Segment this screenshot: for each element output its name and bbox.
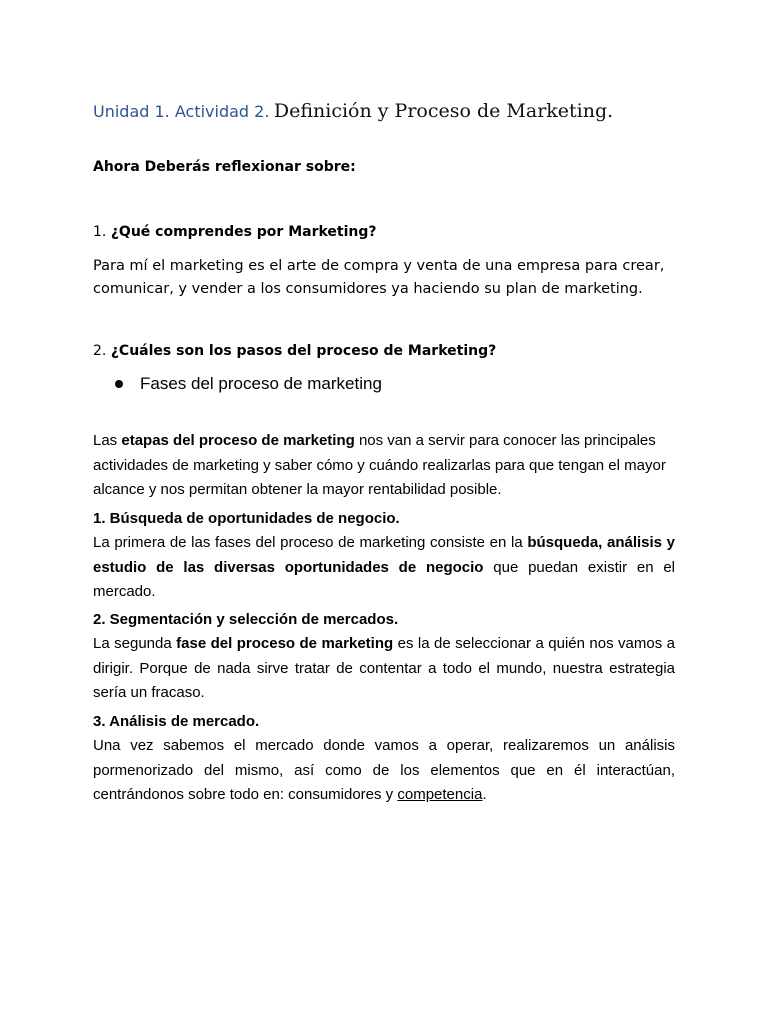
competencia-link[interactable]: competencia (397, 786, 483, 803)
step-2-pre: La segunda (93, 635, 177, 652)
step-3-pre: Una vez sabemos el mercado donde vamos a operar, realizaremos un análisis pormenorizado del mismo, así como de los elementos que en él interactúan, centrándonos sobre todo en: consumidores y (93, 737, 675, 803)
answer-1: Para mí el marketing es el arte de compra y venta de una empresa para crear, comunicar, y vender a los consumidores ya haciendo su plan de marketing. (93, 258, 665, 297)
step-2-bold: fase del proceso de marketing (176, 635, 394, 652)
question-1 (93, 224, 377, 240)
title-unit: Unidad 1. Actividad 2. (93, 102, 270, 121)
step-1-bold: búsqueda, análisis y estudio de las diversas oportunidades de negocio (93, 534, 676, 576)
step-2-heading: 2. Segmentación y selección de mercados. (93, 611, 399, 628)
intro-paragraph (93, 429, 675, 503)
intro-post: nos van a servir para conocer las principales actividades de marketing y saber cómo y cuándo realizarlas para que tengan el mayor alcance y nos permitan obtener la mayor rentabilidad posible. (93, 432, 666, 498)
title-main: Definición y Proceso de Marketing. (273, 100, 614, 122)
intro-pre: Las (93, 432, 122, 449)
lead-heading: Ahora Deberás reflexionar sobre: (93, 159, 356, 175)
bullet-text: Fases del proceso de marketing (140, 374, 382, 393)
step-1-paragraph (93, 531, 675, 605)
step-3-heading: 3. Análisis de mercado. (93, 713, 260, 730)
step-1-heading: 1. Búsqueda de oportunidades de negocio. (93, 510, 400, 527)
question-2-text: ¿Cuáles son los pasos del proceso de Marketing? (110, 343, 497, 359)
step-1-pre: La primera de las fases del proceso de marketing consiste en la (93, 534, 528, 551)
question-1-text: ¿Qué comprendes por Marketing? (110, 224, 377, 240)
step-2-post: es la de seleccionar a quién nos vamos a dirigir. Porque de nada sirve tratar de contentar a todo el mundo, nuestra estrategia sería un fracaso. (93, 635, 675, 701)
step-3-paragraph (93, 734, 675, 808)
question-1-number: 1. (93, 224, 107, 240)
question-2 (93, 343, 496, 359)
intro-bold: etapas del proceso de marketing (121, 432, 355, 449)
step-2-paragraph (93, 632, 675, 706)
document-title (93, 100, 613, 122)
bullet-dot-icon (115, 380, 123, 388)
step-1-post: que puedan existir en el mercado. (93, 558, 676, 600)
bullet-item (115, 374, 382, 394)
step-3-post: . (482, 786, 487, 803)
question-2-number: 2. (93, 343, 107, 359)
